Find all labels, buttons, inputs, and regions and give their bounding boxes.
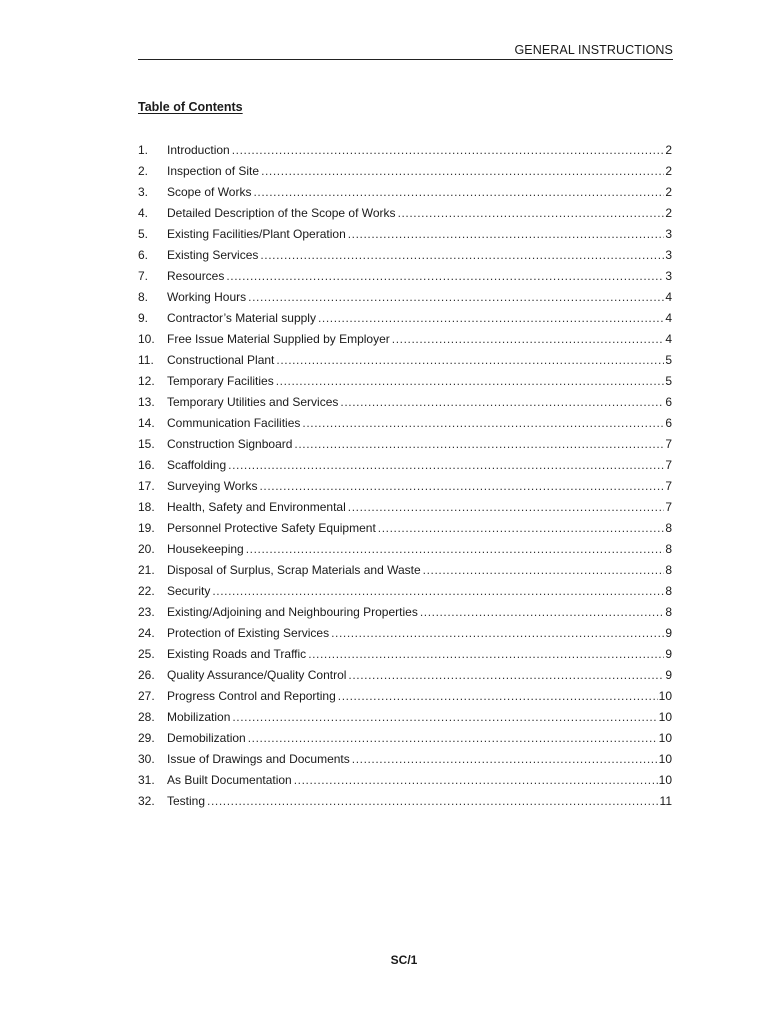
toc-entry-number: 32. — [138, 794, 155, 809]
toc-entry-page-number: 2 — [665, 143, 672, 157]
toc-entry-number: 31. — [138, 773, 155, 788]
toc-entry[interactable] — [138, 560, 672, 581]
toc-entry-label: Quality Assurance/Quality Control — [167, 668, 347, 683]
toc-entry[interactable] — [138, 707, 672, 728]
toc-entry-label: Existing Roads and Traffic — [167, 647, 307, 662]
toc-entry-page-number: 7 — [665, 479, 672, 494]
toc-entry-number: 10. — [138, 332, 155, 347]
toc-entry[interactable] — [138, 686, 672, 707]
toc-entry[interactable] — [138, 644, 672, 665]
dot-leader — [340, 392, 664, 413]
toc-entry-page-number: 9 — [665, 668, 672, 683]
toc-entry-page-number: 9 — [665, 626, 672, 641]
dot-leader — [302, 413, 664, 434]
table-of-contents — [138, 140, 672, 813]
toc-entry[interactable] — [138, 413, 672, 434]
toc-entry-page-number: 3 — [665, 269, 672, 284]
toc-entry-number: 13. — [138, 395, 155, 410]
toc-entry-page-number: 3 — [665, 227, 672, 242]
toc-entry-page-number: 10 — [658, 752, 672, 767]
toc-entry-label: Scaffolding — [167, 458, 227, 473]
toc-entry-page-number: 3 — [665, 248, 672, 263]
toc-entry-number: 3. — [138, 185, 149, 200]
toc-entry-number: 4. — [138, 206, 149, 221]
toc-entry[interactable] — [138, 728, 672, 749]
toc-entry-page-number: 7 — [665, 500, 672, 515]
toc-entry-number: 16. — [138, 458, 155, 473]
dot-leader — [398, 203, 665, 224]
toc-entry-label: As Built Documentation — [167, 773, 292, 788]
toc-entry-number: 5. — [138, 227, 149, 242]
toc-entry-label: Health, Safety and Environmental — [167, 500, 346, 515]
dot-leader — [212, 581, 664, 602]
toc-entry-label: Housekeeping — [167, 542, 244, 557]
toc-entry-label: Existing/Adjoining and Neighbouring Properties — [167, 605, 418, 620]
dot-leader — [248, 728, 658, 749]
toc-entry-label: Detailed Description of the Scope of Works — [167, 206, 396, 221]
toc-entry-label: Resources — [167, 269, 225, 284]
dot-leader — [338, 686, 658, 707]
dot-leader — [294, 770, 658, 791]
toc-entry[interactable] — [138, 203, 672, 224]
toc-entry-number: 29. — [138, 731, 155, 746]
page-header — [138, 42, 673, 60]
toc-entry[interactable] — [138, 266, 672, 287]
toc-entry-page-number: 6 — [665, 416, 672, 431]
toc-entry-page-number: 7 — [665, 437, 672, 452]
toc-entry-number: 18. — [138, 500, 155, 515]
dot-leader — [260, 245, 664, 266]
toc-entry-label: Contractor’s Material supply — [167, 311, 316, 326]
toc-entry-label: Temporary Utilities and Services — [167, 395, 339, 410]
toc-entry-page-number: 10 — [658, 689, 672, 704]
toc-entry-number: 15. — [138, 437, 155, 452]
toc-entry-number: 20. — [138, 542, 155, 557]
toc-entry-label: Working Hours — [167, 290, 247, 305]
toc-entry[interactable] — [138, 581, 672, 602]
toc-entry-label: Surveying Works — [167, 479, 258, 494]
toc-entry-number: 17. — [138, 479, 155, 494]
toc-heading: Table of Contents — [138, 100, 243, 114]
toc-entry[interactable] — [138, 308, 672, 329]
dot-leader — [420, 602, 664, 623]
toc-entry-label: Free Issue Material Supplied by Employer — [167, 332, 390, 347]
dot-leader — [228, 455, 664, 476]
toc-entry-page-number: 2 — [665, 164, 672, 179]
toc-entry-page-number: 10 — [658, 710, 672, 725]
toc-entry-number: 1. — [138, 143, 149, 157]
toc-entry-label: Constructional Plant — [167, 353, 275, 368]
dot-leader — [331, 623, 664, 644]
dot-leader — [232, 140, 665, 161]
toc-entry-number: 26. — [138, 668, 155, 683]
toc-entry-label: Personnel Protective Safety Equipment — [167, 521, 376, 536]
toc-entry-label: Testing — [167, 794, 206, 809]
toc-entry-label: Introduction — [167, 143, 230, 157]
toc-entry[interactable] — [138, 539, 672, 560]
toc-entry-label: Issue of Drawings and Documents — [167, 752, 350, 767]
toc-entry-page-number: 8 — [665, 605, 672, 620]
toc-entry-label: Existing Facilities/Plant Operation — [167, 227, 346, 242]
toc-entry-number: 28. — [138, 710, 155, 725]
dot-leader — [246, 539, 665, 560]
dot-leader — [352, 749, 658, 770]
dot-leader — [294, 434, 664, 455]
toc-entry[interactable] — [138, 161, 672, 182]
toc-entry[interactable] — [138, 287, 672, 308]
toc-entry[interactable] — [138, 749, 672, 770]
toc-entry-page-number: 6 — [665, 395, 672, 410]
toc-entry[interactable] — [138, 623, 672, 644]
toc-entry[interactable] — [138, 329, 672, 350]
toc-entry[interactable] — [138, 770, 672, 791]
toc-entry-page-number: 10 — [658, 773, 672, 788]
toc-entry[interactable] — [138, 497, 672, 518]
dot-leader — [259, 476, 664, 497]
toc-entry[interactable] — [138, 455, 672, 476]
toc-entry-page-number: 2 — [665, 185, 672, 200]
toc-entry-page-number: 4 — [665, 290, 672, 305]
toc-entry-number: 6. — [138, 248, 149, 263]
dot-leader — [318, 308, 664, 329]
toc-entry[interactable] — [138, 140, 672, 161]
toc-entry-page-number: 4 — [665, 332, 672, 347]
toc-entry-page-number: 8 — [665, 521, 672, 536]
toc-entry-number: 2. — [138, 164, 149, 179]
toc-entry-page-number: 5 — [665, 353, 672, 368]
toc-entry-number: 19. — [138, 521, 155, 536]
toc-entry[interactable] — [138, 350, 672, 371]
toc-entry-number: 7. — [138, 269, 149, 284]
toc-entry-page-number: 4 — [665, 311, 672, 326]
dot-leader — [348, 665, 664, 686]
dot-leader — [348, 497, 665, 518]
toc-entry[interactable] — [138, 224, 672, 245]
toc-entry[interactable] — [138, 245, 672, 266]
toc-entry-label: Demobilization — [167, 731, 246, 746]
toc-entry[interactable] — [138, 602, 672, 623]
dot-leader — [378, 518, 665, 539]
toc-entry-number: 21. — [138, 563, 155, 578]
toc-entry-page-number: 2 — [665, 206, 672, 221]
toc-entry-number: 23. — [138, 605, 155, 620]
toc-entry[interactable] — [138, 665, 672, 686]
toc-entry-number: 22. — [138, 584, 155, 599]
toc-entry[interactable] — [138, 434, 672, 455]
toc-entry[interactable] — [138, 392, 672, 413]
toc-entry-label: Progress Control and Reporting — [167, 689, 336, 704]
dot-leader — [308, 644, 664, 665]
toc-entry[interactable] — [138, 371, 672, 392]
toc-entry-number: 12. — [138, 374, 155, 389]
toc-entry-number: 25. — [138, 647, 155, 662]
toc-entry-label: Mobilization — [167, 710, 231, 725]
toc-entry-label: Construction Signboard — [167, 437, 293, 452]
dot-leader — [276, 371, 665, 392]
toc-entry-page-number: 10 — [658, 731, 672, 746]
toc-entry[interactable] — [138, 182, 672, 203]
toc-entry[interactable] — [138, 476, 672, 497]
toc-entry-number: 8. — [138, 290, 149, 305]
toc-entry-page-number: 8 — [665, 584, 672, 599]
toc-entry-label: Scope of Works — [167, 185, 252, 200]
toc-entry-page-number: 8 — [665, 542, 672, 557]
dot-leader — [276, 350, 664, 371]
dot-leader — [392, 329, 665, 350]
toc-entry-label: Communication Facilities — [167, 416, 301, 431]
dot-leader — [253, 182, 664, 203]
toc-entry-page-number: 11 — [659, 794, 672, 809]
toc-entry-label: Existing Services — [167, 248, 259, 263]
dot-leader — [232, 707, 657, 728]
toc-entry-number: 9. — [138, 311, 149, 326]
toc-entry-page-number: 5 — [665, 374, 672, 389]
toc-entry-label: Inspection of Site — [167, 164, 260, 179]
toc-entry-page-number: 7 — [665, 458, 672, 473]
toc-entry-number: 24. — [138, 626, 155, 641]
dot-leader — [261, 161, 664, 182]
dot-leader — [348, 224, 665, 245]
toc-entry-label: Disposal of Surplus, Scrap Materials and Waste — [167, 563, 421, 578]
toc-entry-number: 27. — [138, 689, 155, 704]
toc-entry-number: 30. — [138, 752, 155, 767]
toc-entry[interactable] — [138, 518, 672, 539]
toc-entry-page-number: 8 — [665, 563, 672, 578]
toc-entry-label: Security — [167, 584, 211, 599]
toc-entry[interactable] — [138, 791, 672, 812]
toc-entry-label: Temporary Facilities — [167, 374, 274, 389]
toc-entry-number: 11. — [138, 353, 154, 368]
toc-entry-label: Protection of Existing Services — [167, 626, 330, 641]
dot-leader — [248, 287, 664, 308]
page-footer: SC/1 — [390, 953, 418, 967]
header-title: GENERAL INSTRUCTIONS — [514, 43, 673, 57]
toc-entry-page-number: 9 — [665, 647, 672, 662]
dot-leader — [423, 560, 665, 581]
toc-entry-number: 14. — [138, 416, 155, 431]
dot-leader — [207, 791, 659, 812]
dot-leader — [226, 266, 664, 287]
